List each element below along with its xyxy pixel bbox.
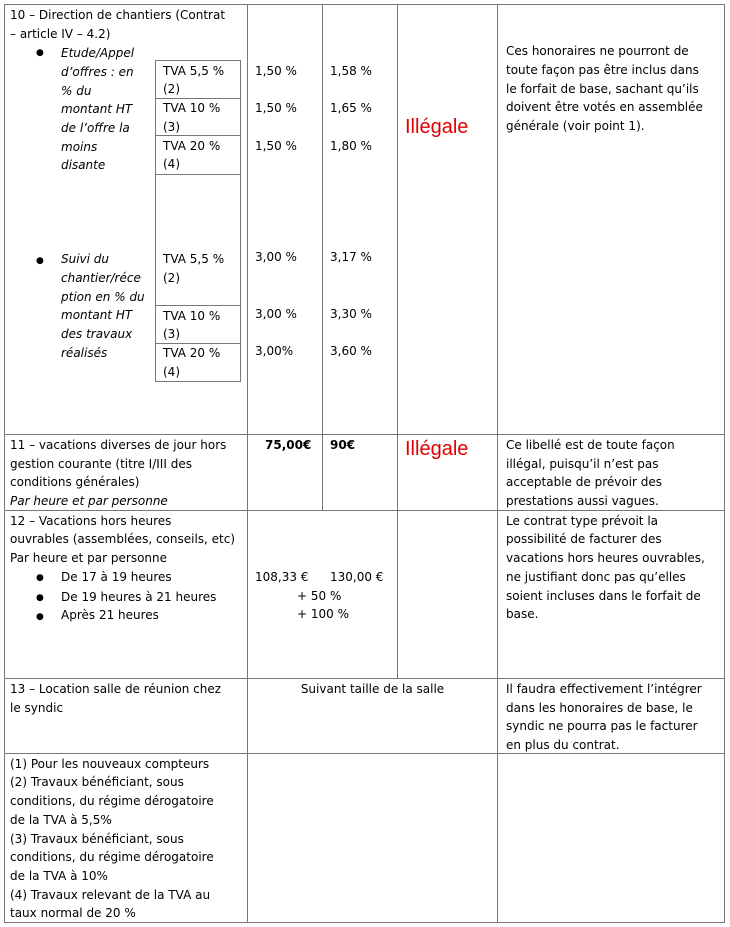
list-item: De 19 heures à 21 heures bbox=[61, 590, 217, 604]
price-ttc: 3,17 % bbox=[330, 250, 372, 264]
price-ht: 1,50 % bbox=[255, 101, 297, 115]
col-divider bbox=[322, 4, 323, 511]
list-item: De 17 à 19 heures bbox=[61, 570, 172, 584]
footnote-line: (2) Travaux bénéficiant, sous bbox=[10, 775, 184, 789]
surcharge-50: + 50 % bbox=[297, 589, 342, 603]
footnote-line: conditions, du régime dérogatoire bbox=[10, 850, 214, 864]
row-13-title: 13 – Location salle de réunion chez bbox=[10, 682, 221, 696]
tva-note: (4) bbox=[163, 365, 180, 379]
bullet-icon: ● bbox=[36, 256, 44, 266]
tva-label: TVA 10 % bbox=[163, 309, 221, 323]
price-ttc: 1,65 % bbox=[330, 101, 372, 115]
price-ht: 3,00 % bbox=[255, 250, 297, 264]
row-10-title: 10 – Direction de chantiers (Contrat bbox=[10, 8, 226, 22]
col-divider bbox=[724, 4, 725, 923]
row-11-subtitle: Par heure et par personne bbox=[10, 494, 168, 508]
tva-note: (2) bbox=[163, 82, 180, 96]
footnote-line: taux normal de 20 % bbox=[10, 906, 136, 920]
footnote-line: (3) Travaux bénéficiant, sous bbox=[10, 832, 184, 846]
row-divider bbox=[4, 434, 725, 435]
tva-note: (4) bbox=[163, 157, 180, 171]
price-ht: 1,50 % bbox=[255, 139, 297, 153]
col-divider bbox=[4, 4, 5, 923]
price-ttc: 3,30 % bbox=[330, 307, 372, 321]
status-illegal: Illégale bbox=[405, 438, 469, 460]
row-divider bbox=[4, 678, 725, 679]
price-ttc: 90€ bbox=[330, 438, 356, 452]
footnote-line: (4) Travaux relevant de la TVA au bbox=[10, 888, 211, 902]
price-ht: 3,00% bbox=[255, 344, 294, 358]
tva-note: (3) bbox=[163, 327, 180, 341]
price-ttc: 3,60 % bbox=[330, 344, 372, 358]
tva-label: TVA 10 % bbox=[163, 101, 221, 115]
price-ht: 75,00€ bbox=[265, 438, 312, 452]
col-divider bbox=[497, 4, 498, 923]
row-13-price: Suivant taille de la salle bbox=[300, 682, 445, 696]
price-ht: 1,50 % bbox=[255, 64, 297, 78]
row-13-title-continued: le syndic bbox=[10, 701, 64, 715]
status-illegal: Illégale bbox=[405, 116, 469, 138]
tva-label: TVA 5,5 % bbox=[163, 252, 225, 266]
row-10-title-continued: – article IV – 4.2) bbox=[10, 27, 111, 41]
footnote-line: de la TVA à 10% bbox=[10, 869, 108, 883]
tva-label: TVA 20 % bbox=[163, 139, 221, 153]
price-ttc: 130,00 € bbox=[330, 570, 384, 584]
row-12-subtitle: Par heure et par personne bbox=[10, 551, 168, 565]
row-12-title: 12 – Vacations hors heures bbox=[10, 514, 172, 528]
col-divider bbox=[397, 4, 398, 679]
row-12-title-continued: ouvrables (assemblées, conseils, etc) bbox=[10, 532, 236, 546]
row-divider bbox=[4, 4, 725, 5]
price-ttc: 1,58 % bbox=[330, 64, 372, 78]
tva-label: TVA 5,5 % bbox=[163, 64, 225, 78]
bullet-icon: ● bbox=[36, 48, 44, 58]
footnote-line: conditions, du régime dérogatoire bbox=[10, 794, 214, 808]
footnote-line: de la TVA à 5,5% bbox=[10, 813, 112, 827]
price-ht: 108,33 € bbox=[255, 570, 309, 584]
list-item: Après 21 heures bbox=[61, 608, 159, 622]
row-11-title-continued: conditions générales) bbox=[10, 475, 140, 489]
tva-note: (2) bbox=[163, 271, 180, 285]
tva-note: (3) bbox=[163, 120, 180, 134]
tva-label: TVA 20 % bbox=[163, 346, 221, 360]
price-ht: 3,00 % bbox=[255, 307, 297, 321]
footnote-line: (1) Pour les nouveaux compteurs bbox=[10, 757, 210, 771]
price-ttc: 1,80 % bbox=[330, 139, 372, 153]
row-11-title: 11 – vacations diverses de jour hors bbox=[10, 438, 227, 452]
bullet-icon: ● bbox=[36, 612, 44, 622]
bullet-icon: ● bbox=[36, 573, 44, 583]
surcharge-100: + 100 % bbox=[297, 607, 349, 621]
col-divider bbox=[247, 4, 248, 923]
row-11-title-continued: gestion courante (titre I/III des bbox=[10, 457, 192, 471]
bullet-icon: ● bbox=[36, 593, 44, 603]
